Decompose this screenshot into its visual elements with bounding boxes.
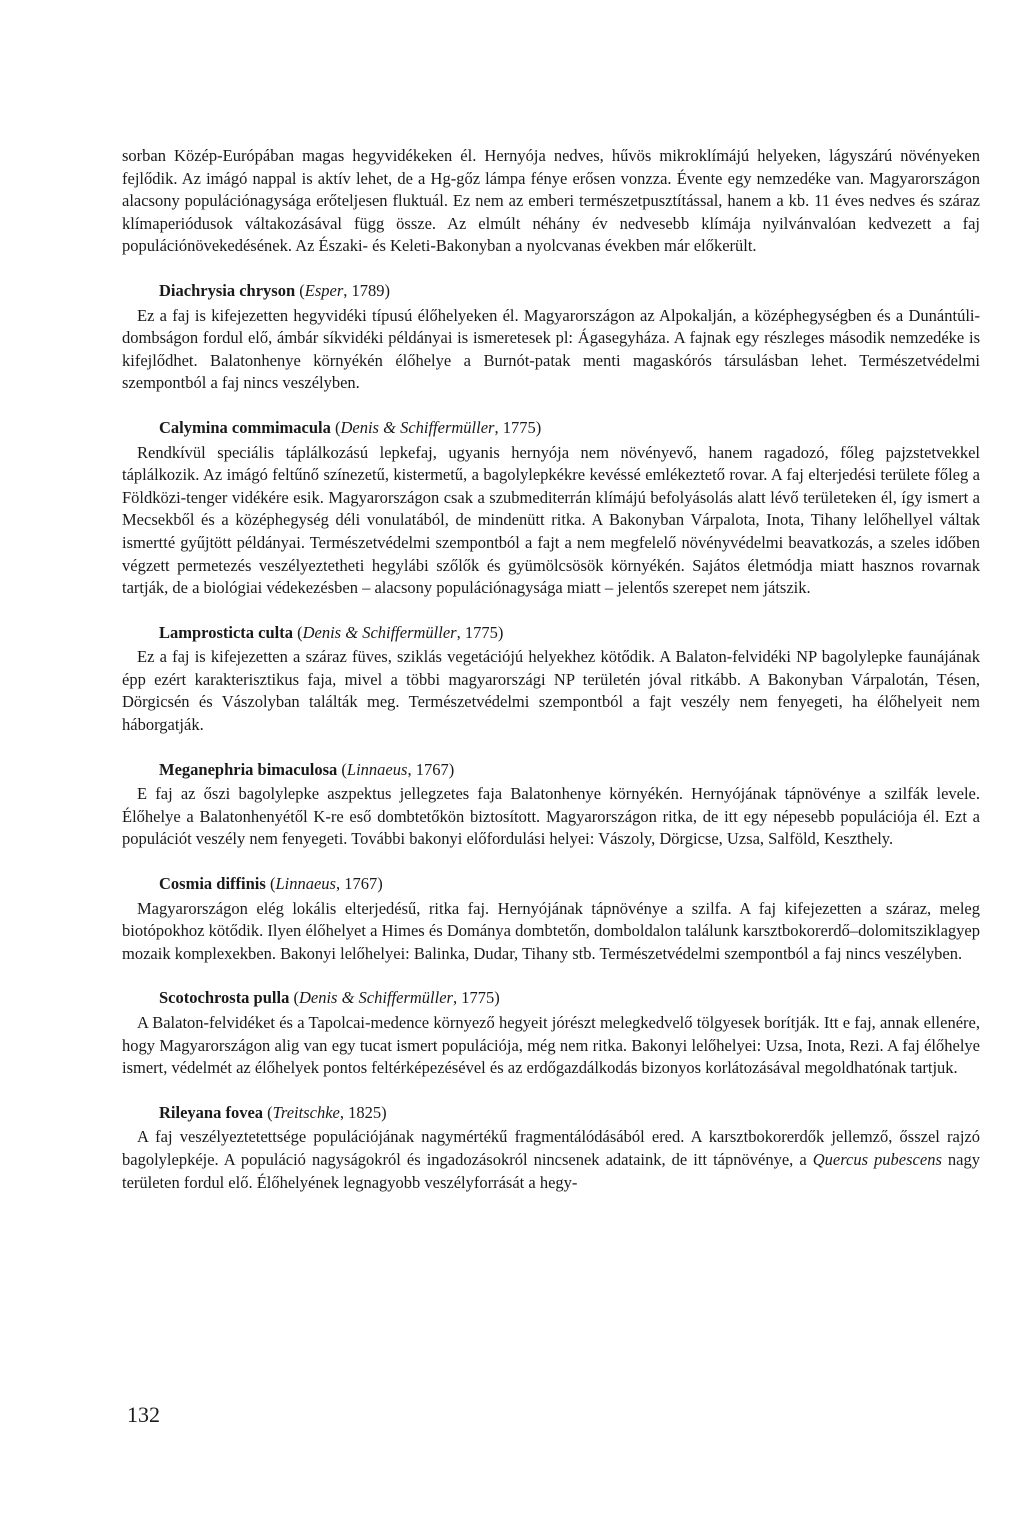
species-year: 1825 <box>348 1102 382 1122</box>
species-heading: Meganephria bimaculosa (Linnaeus, 1767) <box>159 759 455 779</box>
species-entry <box>122 873 980 965</box>
species-name: Calymina commimacula <box>159 417 331 437</box>
species-name: Meganephria bimaculosa <box>159 759 338 779</box>
species-description: A Balaton-felvidéket és a Tapolcai-medence környező hegyeit jórészt melegkedvelő tölgyesek borítják. Itt e faj, annak ellenére, hogy Magyarországon alig van egy tucat ismert populációja, még nem ritka. Bakonyi lelőhelyei: Uzsa, Inota, Rezi. A faj élőhelye ismert, védelmét az élőhelyek pontos feltérképezésével és az erdőgazdálkodás bizonyos korlátozásával megoldhatónak tartjuk. <box>122 1013 980 1078</box>
species-description: Rendkívül speciális táplálkozású lepkefaj, ugyanis hernyója nem növényevő, hanem ragadozó, főleg pajzstetvekkel táplálkozik. Az imágó feltűnő színezetű, kistermetű, a bagolylepkékre kevéssé emlékeztető rovar. A faj elterjedési területe főleg a Földközi-tenger vidékére esik. Magyarországon csak a szubmediterrán klímájú befolyásolás alatt lévő területeken él, így ismert a Mecsekből és a középhegység déli vonulatából, de mindenütt ritka. A Bakonyban Várpalota, Inota, Tihany lelőhellyel váltak ismertté gyűjtött példányai. Természetvédelmi szempontból a fajt a nem megfelelő növényvédelmi beavatkozás, a szeles időben végzett permetezés veszélyeztetheti hegylábi szőlők és gyümölcsösök környékén. Sajátos életmódja miatt hasznos rovarnak tartják, de a biológiai védekezésben – alacsony populációnagysága miatt – jelentős szerepet nem játszik. <box>122 442 980 598</box>
species-description: E faj az őszi bagolylepke aszpektus jellegzetes faja Balatonhenye környékén. Hernyójának tápnövénye a szilfák levele. Élőhelye a Balatonhenyétől K-re eső dombtetőkön biztosított. Magyarországon ritka, de itt egy népesebb populációja él. Ezt a populációt veszély nem fenyegeti. További bakonyi előfordulási helyei: Vászoly, Dörgicse, Uzsa, Salföld, Keszthely. <box>122 784 980 849</box>
intro-paragraph: sorban Közép-Európában magas hegyvidékeken él. Hernyója nedves, hűvös mikroklímájú helyeken, lágyszárú növényeken fejlődik. Az imágó nappal is aktív lehet, de a Hg-gőz lámpa fénye erősen vonzza. Évente egy nemzedéke van. Magyarországon alacsony populációnagysága erőteljesen fluktuál. Ez nem az emberi természetpusztítással, hanem a kb. 11 éves nedves és száraz klímaperiódusok váltakozásával függ össze. Az elmúlt néhány év nedvesebb klímája nyilvánvalóan kedvezett a faj populációnövekedésének. Az Északi- és Keleti-Bakonyban a nyolcvanas években már előkerült. <box>122 146 980 256</box>
species-description <box>122 1126 980 1194</box>
species-description: Magyarországon elég lokális elterjedésű, ritka faj. Hernyójának tápnövénye a szilfa. A faj kifejezetten a száraz, meleg biotópokhoz kötődik. Ilyen élőhelyet a Himes és Dománya dombtetőn, domboldalon találunk karsztbokorerdő–dolomitsziklagyep mozaik komplexekben. Bakonyi lelőhelyei: Balinka, Dudar, Tihany stb. Természetvédelmi szempontból a faj nincs veszélyben. <box>122 898 980 963</box>
species-name: Rileyana fovea <box>159 1102 264 1122</box>
species-description: Ez a faj is kifejezetten hegyvidéki típusú élőhelyeken él. Magyarországon az Alpokalján, a középhegységben és a Dunántúli-dombságon fordul elő, ámbár síkvidéki példányai is ismeretesek pl: Ágasegyháza. A fajnak egy részleges második nemzedéke is kifejlődhet. Balatonhenye környékén élőhelye a Burnót-patak menti magaskórós társulásban lehet. Természetvédelmi szempontból a faj nincs veszélyben. <box>122 305 980 393</box>
species-entry <box>122 417 980 600</box>
species-heading: Lamprosticta culta (Denis & Schiffermüller, 1775) <box>159 622 504 642</box>
species-author: Denis & Schiffermüller <box>302 622 457 642</box>
species-author: Denis & Schiffermüller <box>340 417 495 437</box>
description-segment: A faj veszélyeztetettsége populációjának nagymértékű fragmentálódásából ered. A karsztbokorerdők jellemző, ősszel rajzó bagolylepkéje. A populáció nagyságokról és ingadozásokról nincsenek adataink, de itt tápnövénye, a <box>122 1127 980 1169</box>
species-year: 1789 <box>351 280 385 300</box>
species-heading: Diachrysia chryson (Esper, 1789) <box>159 280 390 300</box>
plant-species-name: Quercus pubescens <box>812 1149 942 1169</box>
species-description: Ez a faj is kifejezetten a száraz füves, sziklás vegetációjú helyekhez kötődik. A Balaton-felvidéki NP bagolylepke faunájának épp ezért karakterisztikus faja, mivel a többi magyarországi NP területén jóval ritkább. A Bakonyban Várpalotán, Tésen, Dörgicsén és Vászolyban találták meg. Természetvédelmi szempontból a fajt veszély nem fenyegeti, ha élőhelyeit nem háborgatják. <box>122 647 980 735</box>
page-content <box>122 145 980 1194</box>
species-entry <box>122 280 980 395</box>
species-author: Esper <box>304 280 344 300</box>
species-heading: Calymina commimacula (Denis & Schiffermüller, 1775) <box>159 417 542 437</box>
species-name: Lamprosticta culta <box>159 622 293 642</box>
species-entry <box>122 1102 980 1194</box>
species-author: Linnaeus <box>275 874 336 894</box>
species-entry <box>122 987 980 1079</box>
species-year: 1767 <box>415 759 449 779</box>
species-name: Cosmia diffinis <box>159 874 266 894</box>
species-heading: Scotochrosta pulla (Denis & Schiffermüller, 1775) <box>159 988 500 1008</box>
species-year: 1767 <box>344 874 378 894</box>
species-name: Diachrysia chryson <box>159 280 296 300</box>
species-heading: Cosmia diffinis (Linnaeus, 1767) <box>159 874 383 894</box>
species-author: Denis & Schiffermüller <box>298 988 453 1008</box>
species-author: Treitschke <box>272 1102 340 1122</box>
species-name: Scotochrosta pulla <box>159 988 290 1008</box>
species-entry <box>122 759 980 851</box>
species-year: 1775 <box>461 988 495 1008</box>
species-year: 1775 <box>502 417 536 437</box>
page-number: 132 <box>127 1402 160 1427</box>
species-entry <box>122 622 980 737</box>
species-year: 1775 <box>464 622 498 642</box>
species-heading: Rileyana fovea (Treitschke, 1825) <box>159 1102 387 1122</box>
species-author: Linnaeus <box>346 759 408 779</box>
description-segment: nagy területen fordul elő. Élőhelyének legnagyobb veszélyforrását a hegy- <box>122 1149 980 1192</box>
